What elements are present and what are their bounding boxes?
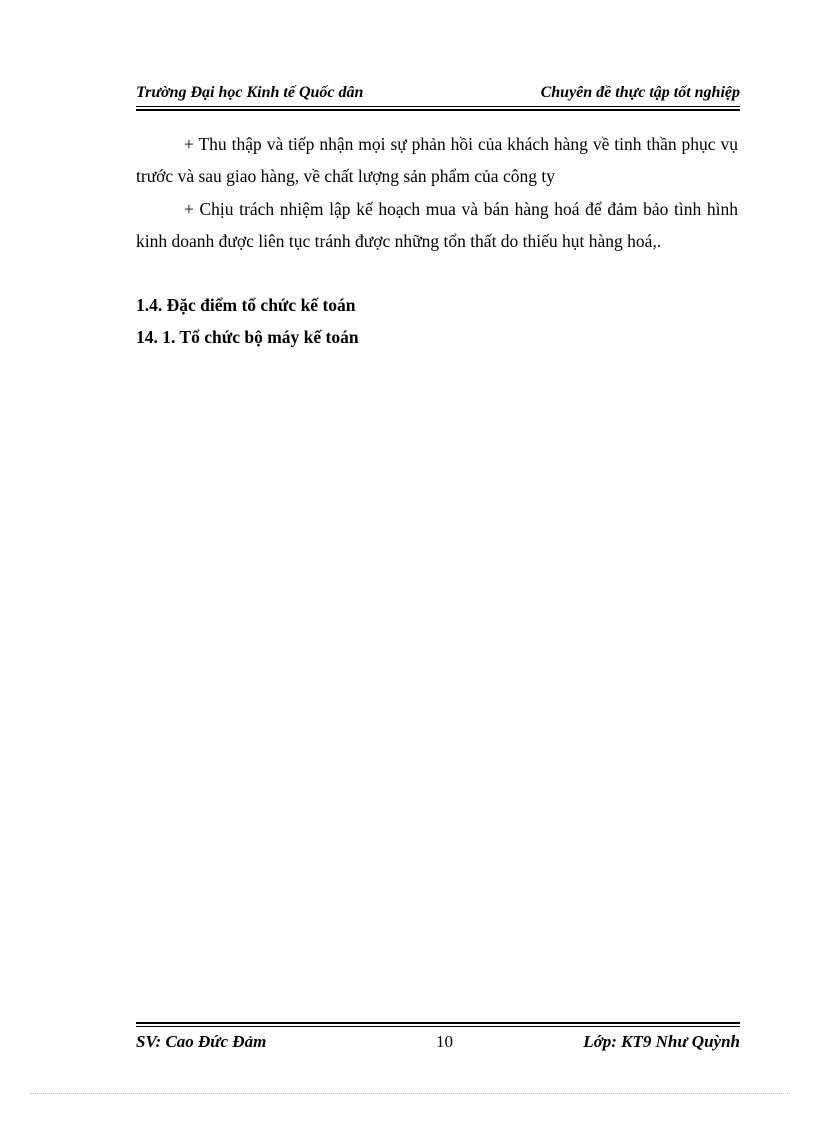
footer-rule-thin [136, 1026, 740, 1027]
body-paragraph-2: + Chịu trách nhiệm lập kế hoạch mua và bán hàng hoá để đảm bảo tình hình kinh doanh được liên tục tránh được những tổn thất do thiếu hụt hàng hoá,. [136, 199, 738, 251]
page-number: 10 [436, 1032, 453, 1051]
header-report-title: Chuyên đề thực tập tốt nghiệp [540, 84, 740, 101]
body-paragraph-1: + Thu thập và tiếp nhận mọi sự phản hồi của khách hàng về tinh thần phục vụ trước và sau giao hàng, về chất lượng sản phẩm của công ty [136, 134, 738, 186]
footer-student-name: SV: Cao Đức Đảm [136, 1032, 267, 1051]
page-footer [136, 1032, 740, 1054]
footer-class-name: Lớp: KT9 Như Quỳnh [583, 1032, 740, 1051]
header-rule-thick [136, 109, 740, 111]
header-rule-thin [136, 106, 740, 107]
page-bottom-dotted-line [30, 1093, 790, 1094]
section-heading-1-4-1: 14. 1. Tổ chức bộ máy kế toán [136, 327, 359, 347]
header-school-name: Trường Đại học Kinh tế Quốc dân [136, 84, 364, 101]
footer-rule-thick [136, 1022, 740, 1024]
section-heading-1-4: 1.4. Đặc điểm tổ chức kế toán [136, 295, 356, 315]
page-header [136, 84, 740, 106]
